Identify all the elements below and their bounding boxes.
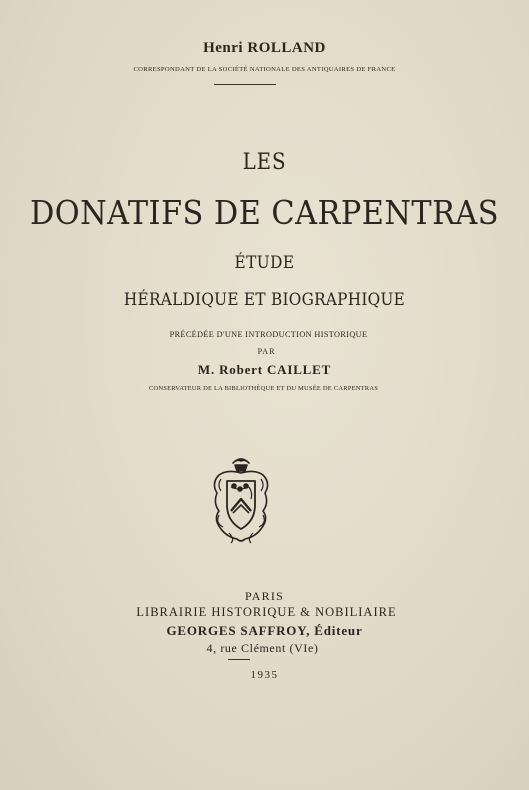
intro-author-prefix: M. Robert bbox=[197, 362, 263, 377]
author-divider bbox=[214, 84, 276, 85]
intro-author-name bbox=[0, 362, 529, 378]
preface-note: PRÉCÉDÉE D'UNE INTRODUCTION HISTORIQUE bbox=[169, 330, 368, 339]
subtitle: HÉRALDIQUE ET BIOGRAPHIQUE bbox=[123, 290, 406, 310]
imprint-divider bbox=[228, 659, 250, 660]
imprint-city: PARIS bbox=[245, 589, 284, 603]
intro-author-role: CONSERVATEUR DE LA BIBLIOTHÈQUE ET DU MUSÉE DE CARPENTRAS bbox=[148, 385, 379, 392]
main-title: DONATIFS DE CARPENTRAS bbox=[29, 193, 500, 232]
author-first-name: Henri bbox=[203, 40, 244, 56]
imprint-address: 4, rue Clément (VIe) bbox=[206, 641, 319, 655]
title-etude: ÉTUDE bbox=[234, 253, 295, 273]
author-last-name: ROLLAND bbox=[247, 40, 326, 56]
imprint-editor: GEORGES SAFFROY, Éditeur bbox=[166, 623, 363, 638]
intro-author-last-name: CAILLET bbox=[266, 362, 332, 377]
imprint-year: 1935 bbox=[250, 669, 279, 681]
heraldic-crest-icon bbox=[209, 453, 273, 545]
by-line: PAR bbox=[257, 347, 276, 356]
author-role: CORRESPONDANT DE LA SOCIÉTÉ NATIONALE DES ANTIQUAIRES DE FRANCE bbox=[133, 66, 396, 73]
imprint-publisher: LIBRAIRIE HISTORIQUE & NOBILIAIRE bbox=[136, 605, 397, 619]
author-name bbox=[0, 40, 529, 57]
title-article: LES bbox=[242, 150, 287, 175]
